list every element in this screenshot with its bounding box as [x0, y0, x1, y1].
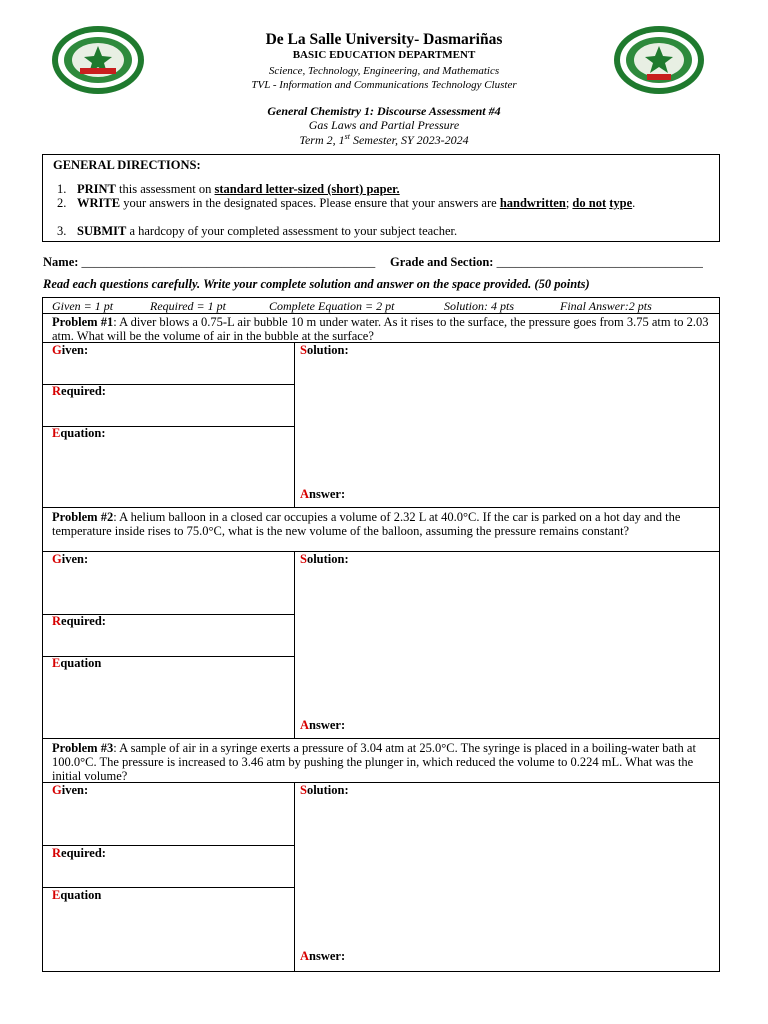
- strand-name: Science, Technology, Engineering, and Mathematics: [268, 65, 500, 77]
- equation-label: Equation:: [52, 426, 106, 440]
- answer-label: Answer:: [300, 487, 346, 501]
- given-label: Given:: [52, 552, 89, 566]
- required-label: Required:: [52, 846, 106, 860]
- required-label: Required:: [52, 384, 106, 398]
- department-name: BASIC EDUCATION DEPARTMENT: [292, 49, 476, 61]
- answer-label: Answer:: [300, 949, 346, 963]
- problem-2-text: Problem #2: A helium balloon in a closed car occupies a volume of 2.32 L at 40.0°C. If the car is parked on a hot day and the temperature inside rises to 75.0°C, what is the new volume of the balloon, assuming the pressure remains constant?: [42, 508, 720, 552]
- given-label: Given:: [52, 783, 89, 797]
- solution-label: Solution:: [300, 552, 349, 566]
- general-directions-box: [42, 154, 720, 242]
- cluster-name: TVL - Information and Communications Technology Cluster: [251, 79, 517, 91]
- name-field[interactable]: Name: _______________________________________________: [43, 255, 376, 269]
- required-label: Required:: [52, 614, 106, 628]
- topic-title: Gas Laws and Partial Pressure: [308, 118, 460, 132]
- solution-label: Solution:: [300, 343, 349, 357]
- assessment-title: General Chemistry 1: Discourse Assessment #4: [267, 104, 501, 118]
- problem-3-text: Problem #3: A sample of air in a syringe exerts a pressure of 3.04 atm at 25.0°C. The syringe is placed in a boiling-water bath at 100.0°C. The pressure is increased to 3.46 atm by pushing the plunger in, which reduced the volume to 0.224 mL. What was the initial volume?: [42, 739, 720, 783]
- equation-label: Equation: [52, 656, 102, 670]
- directions-heading: GENERAL DIRECTIONS:: [53, 158, 201, 172]
- given-label: Given:: [52, 343, 89, 357]
- direction-item: 1. PRINT this assessment on standard letter-sized (short) paper.: [57, 182, 400, 196]
- answer-label: Answer:: [300, 718, 346, 732]
- problem-1-text: Problem #1: A diver blows a 0.75-L air bubble 10 m under water. As it rises to the surface, the pressure goes from 3.75 atm to 2.03 atm. What will be the volume of air in the bubble at the surface?: [42, 313, 720, 343]
- solution-label: Solution:: [300, 783, 349, 797]
- grade-section-field[interactable]: Grade and Section: _________________________________: [390, 255, 703, 269]
- direction-item: 3. SUBMIT a hardcopy of your completed assessment to your subject teacher.: [57, 224, 458, 238]
- instructions: Read each questions carefully. Write your complete solution and answer on the space provided. (50 points): [43, 277, 590, 291]
- direction-item: 2. WRITE your answers in the designated spaces. Please ensure that your answers are handwritten; do not type.: [57, 196, 636, 210]
- points-row: Given = 1 pt Required = 1 pt Complete Equation = 2 pt Solution: 4 pts Final Answer:2 pts: [42, 297, 720, 314]
- university-name: De La Salle University- Dasmariñas: [265, 31, 503, 48]
- equation-label: Equation: [52, 888, 102, 902]
- term-info: Term 2, 1st Semester, SY 2023-2024: [299, 132, 469, 147]
